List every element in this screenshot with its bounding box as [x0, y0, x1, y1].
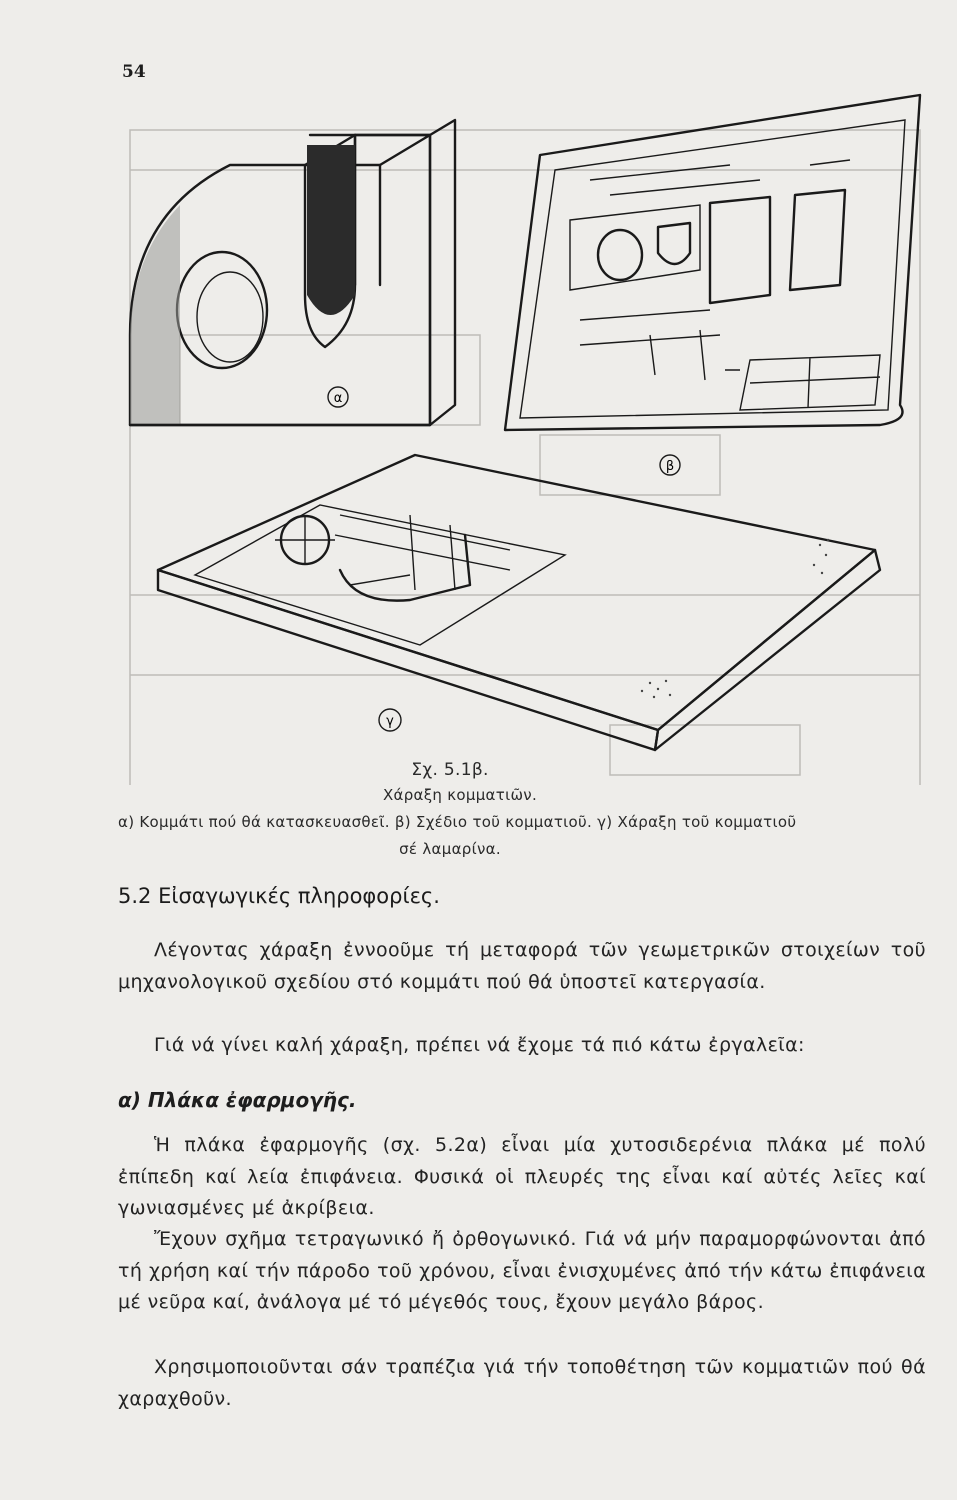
subsection-heading: α) Πλάκα ἐφαρμογῆς.	[118, 1088, 357, 1112]
figure-number: Σχ. 5.1β.	[411, 760, 489, 780]
label-c: γ	[386, 714, 394, 729]
figure-illustration	[110, 85, 930, 785]
body-paragraph: Ἔχουν σχῆμα τετραγωνικό ἤ ὀρθογωνικό. Γιά νά μήν παραμορφώνονται ἀπό τή χρήση καί τήν πάροδο τοῦ χρόνου, εἶναι ἐνισχυμένες ἀπό τήν κάτω ἐπιφάνεια μέ νεῦρα καί, ἀνάλογα μέ τό μέγεθός τους, ἔχουν μεγάλο βάρος.	[118, 1228, 926, 1313]
label-a: α	[333, 391, 343, 406]
label-b: β	[665, 459, 675, 474]
section-heading: 5.2 Εἰσαγωγικές πληροφορίες.	[118, 884, 440, 908]
body-paragraph: Ἡ πλάκα ἐφαρμογῆς (σχ. 5.2α) εἶναι μία χυτοσιδερένια πλάκα μέ πολύ ἐπίπεδη καί λεία ἐπιφάνεια. Φυσικά οἱ πλευρές της εἶναι καί αὐτές λεῖες καί γωνιασμένες μέ ἀκρίβεια.	[118, 1134, 926, 1219]
figure-title: Χάραξη κομματιῶν.	[382, 786, 538, 804]
figure-description-continued: σέ λαμαρίνα.	[399, 840, 501, 858]
marked-sheet-metal-plate	[158, 455, 880, 750]
figure-5-1b	[110, 85, 930, 785]
part-solid-drawing	[130, 120, 455, 425]
figure-description: α) Κομμάτι πού θά κατασκευασθεῖ. β) Σχέδιο τοῦ κομματιοῦ. γ) Χάραξη τοῦ κομματιοῦ	[118, 813, 797, 831]
technical-drawing-sheet	[505, 95, 920, 475]
body-paragraph: Λέγοντας χάραξη ἐννοοῦμε τή μεταφορά τῶν γεωμετρικῶν στοιχείων τοῦ μηχανολογικοῦ σχεδίου στό κομμάτι πού θά ὑποστεῖ κατεργασία.	[118, 939, 926, 993]
body-paragraph: Χρησιμοποιοῦνται σάν τραπέζια γιά τήν τοποθέτηση τῶν κομματιῶν πού θά χαραχθοῦν.	[118, 1356, 926, 1410]
body-paragraph: Γιά νά γίνει καλή χάραξη, πρέπει νά ἔχομε τά πιό κάτω ἐργαλεῖα:	[154, 1034, 805, 1056]
page-number: 54	[122, 62, 146, 82]
